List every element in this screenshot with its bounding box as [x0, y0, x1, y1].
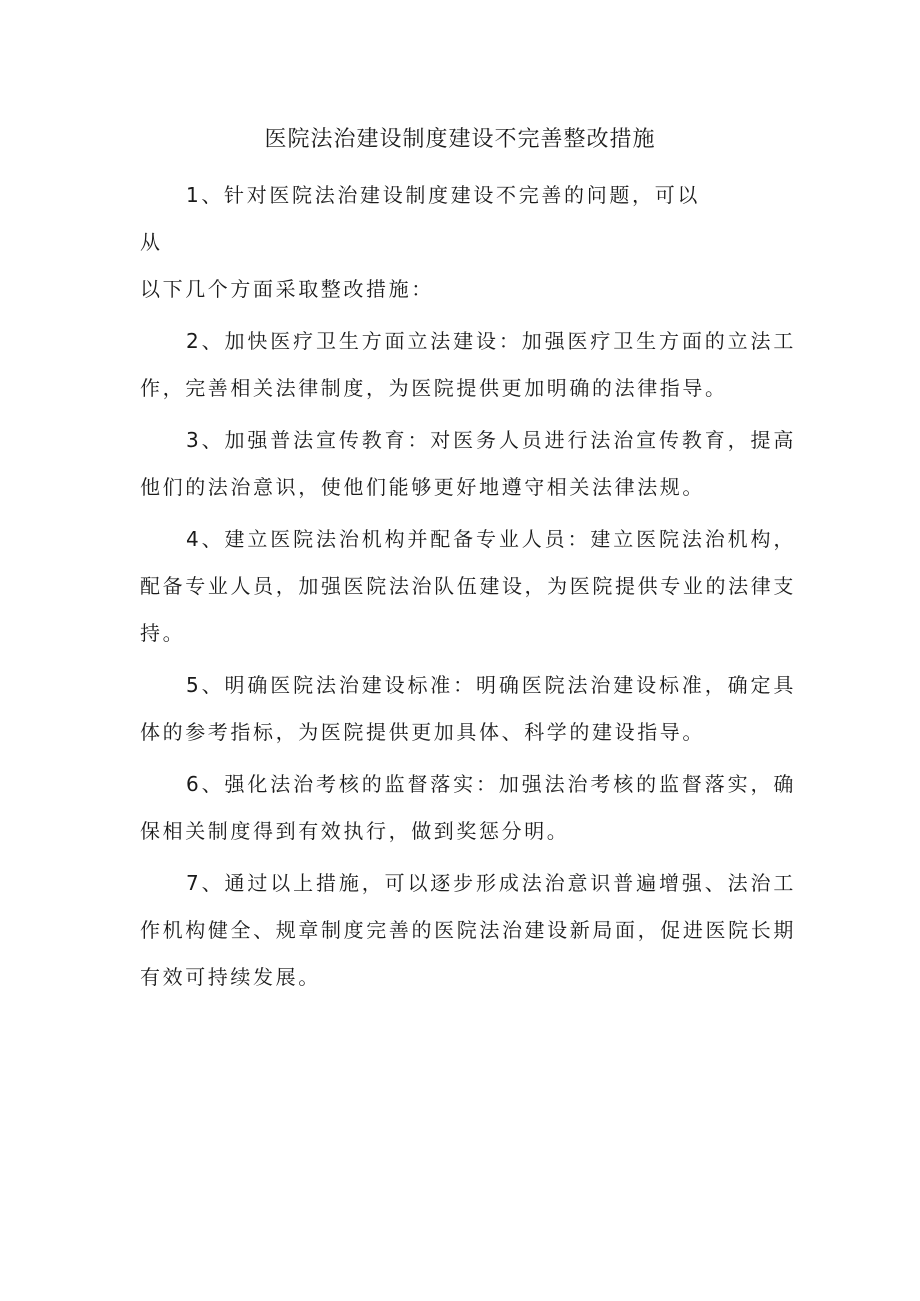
document-title: 医院法治建设制度建设不完善整改措施 — [264, 127, 656, 152]
paragraph-1-line-1: 1、针对医院法治建设制度建设不完善的问题，可以从 — [140, 183, 700, 254]
paragraph-6: 6、强化法治考核的监督落实：加强法治考核的监督落实，确保相关制度得到有效执行，做到奖惩分明。 — [140, 772, 796, 843]
paragraph-5: 5、明确医院法治建设标准：明确医院法治建设标准，确定具体的参考指标，为医院提供更加具体、科学的建设指导。 — [140, 673, 796, 744]
paragraph-4: 4、建立医院法治机构并配备专业人员：建立医院法治机构，配备专业人员，加强医院法治队伍建设，为医院提供专业的法律支持。 — [140, 527, 796, 645]
paragraph-7: 7、通过以上措施，可以逐步形成法治意识普遍增强、法治工作机构健全、规章制度完善的医院法治建设新局面，促进医院长期有效可持续发展。 — [140, 871, 796, 989]
paragraph-1-continuation: 以下几个方面采取整改措施： — [140, 277, 434, 301]
document-body — [140, 172, 796, 1006]
paragraph-3: 3、加强普法宣传教育：对医务人员进行法治宣传教育，提高他们的法治意识，使他们能够更好地遵守相关法律法规。 — [140, 428, 796, 499]
paragraph-2: 2、加快医疗卫生方面立法建设：加强医疗卫生方面的立法工作，完善相关法律制度，为医院提供更加明确的法律指导。 — [140, 329, 796, 400]
paragraph-1 — [140, 172, 796, 266]
